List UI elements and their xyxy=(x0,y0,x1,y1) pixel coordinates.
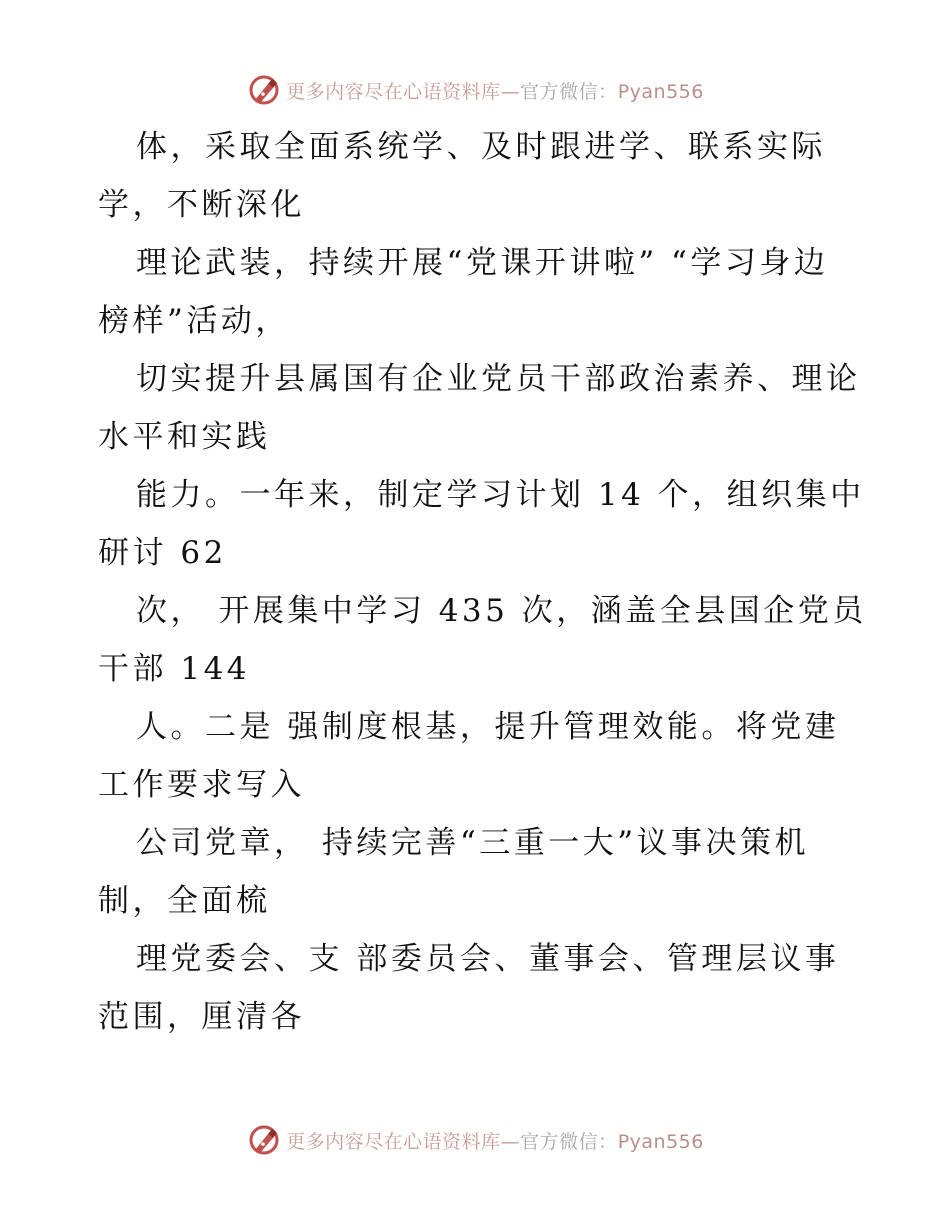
body-line xyxy=(98,582,867,698)
body-line-wrap: 制，全面梳 xyxy=(98,883,271,919)
body-line-first: 次， 开展集中学习 435 次，涵盖全县国企党员 xyxy=(136,593,867,629)
body-line xyxy=(98,234,858,350)
watermark-wechat-id: Pyan556 xyxy=(617,80,704,103)
watermark-text xyxy=(286,77,704,104)
watermark-site: 更多内容尽在心语资料库 xyxy=(286,80,501,103)
watermark-wechat-id: Pyan556 xyxy=(617,1130,704,1153)
body-line-first: 人。二是 强制度根基，提升管理效能。将党建 xyxy=(136,709,840,745)
body-line-wrap: 水平和实践 xyxy=(98,419,271,455)
watermark-separator: — xyxy=(500,80,521,103)
body-line xyxy=(98,814,858,930)
watermark-separator: — xyxy=(500,1130,521,1153)
body-line xyxy=(98,118,858,234)
watermark-text xyxy=(286,1127,704,1154)
body-line-wrap: 工作要求写入 xyxy=(98,767,305,803)
body-line xyxy=(98,930,858,1046)
body-line-wrap: 研讨 62 xyxy=(98,535,227,571)
body-line-first: 切实提升县属国有企业党员干部政治素养、理论 xyxy=(136,361,861,397)
body-line xyxy=(98,698,858,814)
body-line-wrap: 干部 144 xyxy=(98,651,251,687)
pen-nib-circle-icon xyxy=(246,1122,282,1158)
body-line-wrap: 学，不断深化 xyxy=(98,187,305,223)
header-watermark xyxy=(0,70,950,110)
body-line-wrap: 范围，厘清各 xyxy=(98,999,305,1035)
document-body xyxy=(98,118,867,1046)
body-line-first: 理论武装，持续开展“党课开讲啦” “学习身边 xyxy=(136,245,829,281)
body-line-first: 体，采取全面系统学、及时跟进学、联系实际 xyxy=(136,129,826,165)
body-line xyxy=(98,466,865,582)
body-line-first: 公司党章， 持续完善“三重一大”议事决策机 xyxy=(136,825,810,861)
body-line-first: 能力。一年来，制定学习计划 14 个，组织集中 xyxy=(136,477,865,513)
body-line-first: 理党委会、支 部委员会、董事会、管理层议事 xyxy=(136,941,840,977)
footer-watermark xyxy=(0,1120,950,1160)
body-line-wrap: 榜样”活动， xyxy=(98,303,290,339)
body-line xyxy=(98,350,861,466)
pen-nib-circle-icon xyxy=(246,72,282,108)
watermark-wechat-label: 官方微信： xyxy=(520,1130,618,1153)
watermark-site: 更多内容尽在心语资料库 xyxy=(286,1130,501,1153)
watermark-wechat-label: 官方微信： xyxy=(520,80,618,103)
